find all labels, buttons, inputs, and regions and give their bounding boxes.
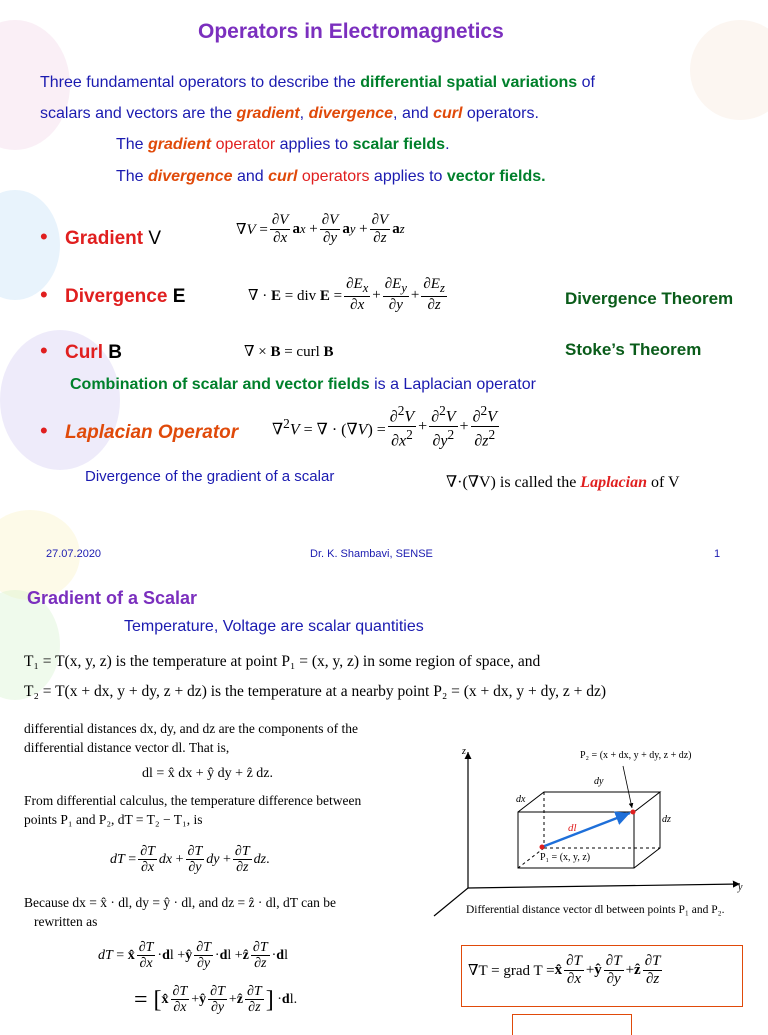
differential-distance-diagram: [430, 738, 766, 928]
subtitle-text: Voltage are scalar quantities: [222, 618, 424, 635]
point-p1: [540, 845, 545, 850]
intro-text: ,: [299, 105, 309, 122]
gradient-label: Gradient: [64, 228, 144, 249]
term-divergence: divergence: [148, 168, 233, 185]
combination-text: is a Laplacian operator: [369, 376, 536, 393]
intro-text: and: [232, 168, 269, 185]
laplacian-note: [446, 472, 680, 492]
term-gradient: gradient: [236, 105, 300, 122]
divergence-equation: ∇ · E = div E = $\frac{\partial E_x}{\partial x}$ + $\frac{\partial E_y}{\partial y}$ + $\frac{\partial E_z}{\partial z}$: [248, 276, 445, 313]
footer-page-number: 1: [714, 548, 721, 560]
dx-label: dx: [516, 794, 526, 805]
partial-box-bottom: [512, 1014, 632, 1035]
para3-line1: Because dx = x̂ · dl, dy = ŷ · dl, and dz = ẑ · dl, dT can be: [24, 895, 337, 910]
intro-line-1: [40, 74, 595, 92]
dy-label: dy: [594, 776, 604, 787]
slide-title: Operators in Electromagnetics: [198, 20, 504, 43]
bullet-icon: •: [40, 418, 48, 443]
curl-label: Curl: [64, 342, 103, 363]
gradient-equation: ∇V = $\frac{\partial V}{\partial x}$ a x + $\frac{\partial V}{\partial y}$ a y + $\frac{\partial V}{\partial z}$ a z: [236, 212, 405, 246]
slide2-subtitle: [124, 618, 424, 636]
footer-author: Dr. K. Shambavi, SENSE: [310, 548, 433, 560]
dT-factored-equation: = [ x̂ $\frac{\partial T}{\partial x}$ + ŷ $\frac{\partial T}{\partial y}$ + ẑ $\frac{\partial T}{\partial z}$ ] · d l.: [134, 984, 298, 1016]
grad-lhs: ∇T = grad T =: [468, 962, 555, 979]
term-scalar-fields: scalar fields: [352, 136, 446, 153]
term-gradient: gradient: [148, 136, 212, 153]
para3-line2: rewritten as: [34, 914, 98, 929]
axis-z-label: z: [462, 746, 466, 757]
term-curl: curl: [433, 105, 463, 122]
intro-line-2: [40, 105, 539, 123]
intro-text: operators: [297, 168, 370, 185]
divergence-theorem-label: Divergence Theorem: [565, 289, 734, 308]
intro-highlight: differential spatial variations: [360, 74, 578, 91]
bullet-icon: •: [40, 224, 48, 249]
diagram-caption: Differential distance vector dl between points P₁ and P₂.: [466, 904, 725, 916]
intro-text: operator: [211, 136, 276, 153]
combination-line: [70, 376, 536, 394]
intro-text: , and: [393, 105, 434, 122]
dT-equation: dT = $\frac{\partial T}{\partial x}$ dx + $\frac{\partial T}{\partial y}$ dy + $\frac{\partial T}{\partial z}$ dz .: [110, 844, 270, 876]
laplacian-note-text: of V: [646, 474, 680, 491]
decorative-balloon: [690, 20, 768, 120]
term-divergence: divergence: [308, 105, 394, 122]
div-grad-text: Divergence of the gradient of a scalar: [85, 468, 335, 485]
curl-equation: ∇ × B = curl B: [244, 344, 334, 360]
axis-y-label: y: [738, 882, 743, 893]
bullet-icon: •: [40, 282, 48, 307]
slide2-title: Gradient of a Scalar: [27, 588, 198, 608]
intro-text: .: [445, 136, 450, 153]
term-curl: curl: [268, 168, 298, 185]
x-axis: [434, 888, 468, 916]
footer-date: 27.07.2020: [46, 548, 102, 560]
p2-label: P₂ = (x + dx, y + dy, z + dz): [580, 750, 692, 761]
t1-definition: T₁ = T(x, y, z) is the temperature at point P₁ = (x, y, z) in some region of space, and: [24, 653, 541, 670]
intro-text: applies to: [275, 136, 353, 153]
laplacian-note-highlight: Laplacian: [580, 474, 647, 491]
combination-highlight: Combination of scalar and vector fields: [70, 376, 370, 393]
dz-label: dz: [662, 814, 671, 825]
para2-line1: From differential calculus, the temperature difference between: [24, 793, 362, 808]
stokes-theorem-label: Stoke’s Theorem: [565, 340, 702, 359]
y-axis: [468, 884, 740, 888]
divergence-symbol: E: [167, 286, 186, 307]
intro-text: of: [577, 74, 595, 91]
p1-label: P₁ = (x, y, z): [540, 852, 591, 863]
curl-symbol: B: [102, 342, 122, 363]
dl-equation: dl = x̂ dx + ŷ dy + ẑ dz.: [142, 766, 274, 781]
term-vector-fields: vector fields.: [446, 168, 546, 185]
laplacian-equation: ∇$^2$V = ∇ · (∇V) = $\frac{\partial^2V}{\partial x^2}$ + $\frac{\partial^2V}{\partial y^2}$ + $\frac{\partial^2V}{\partial z^2}$: [272, 403, 497, 450]
laplacian-label: Laplacian Operator: [64, 422, 239, 443]
intro-text: The: [116, 168, 149, 185]
intro-line-3: [116, 136, 450, 154]
para1-line2: differential distance vector dl. That is,: [24, 740, 230, 755]
dl-vector: [542, 813, 630, 847]
gradient-definition-equation: ∇T = grad T = x̂ $\frac{\partial T}{\partial x}$ + ŷ $\frac{\partial T}{\partial y}$ + ẑ $\frac{\partial T}{\partial z}$: [468, 953, 661, 987]
intro-line-4: [116, 168, 546, 186]
bullet-icon: •: [40, 338, 48, 363]
divergence-label: Divergence: [64, 286, 168, 307]
bullet-curl: [40, 338, 122, 364]
bullet-gradient: [40, 224, 161, 250]
intro-text: operators.: [462, 105, 539, 122]
laplacian-note-text: ∇·(∇V) is called the: [446, 474, 581, 491]
dl-label: dl: [568, 822, 577, 834]
point-p2: [631, 810, 636, 815]
gradient-symbol: V: [143, 228, 162, 249]
para2-line2: points P₁ and P₂, dT = T₂ − T₁, is: [24, 812, 203, 827]
dT-rewritten-equation: dT = x̂ $\frac{\partial T}{\partial x}$ · d l + ŷ $\frac{\partial T}{\partial y}$ · d l + ẑ $\frac{\partial T}{\partial z}$ · d l: [98, 940, 288, 972]
intro-text: The: [116, 136, 149, 153]
bullet-divergence: [40, 282, 185, 308]
subtitle-text: Temperature,: [124, 618, 223, 635]
bullet-laplacian: [40, 418, 238, 444]
t2-definition: T₂ = T(x + dx, y + dy, z + dz) is the temperature at a nearby point P₂ = (x + dx, y + dy, z + dz): [24, 683, 607, 700]
intro-text: Three fundamental operators to describe the: [40, 74, 361, 91]
intro-text: scalars and vectors are the: [40, 105, 237, 122]
intro-text: applies to: [369, 168, 447, 185]
para1-line1: differential distances dx, dy, and dz are the components of the: [24, 721, 359, 736]
